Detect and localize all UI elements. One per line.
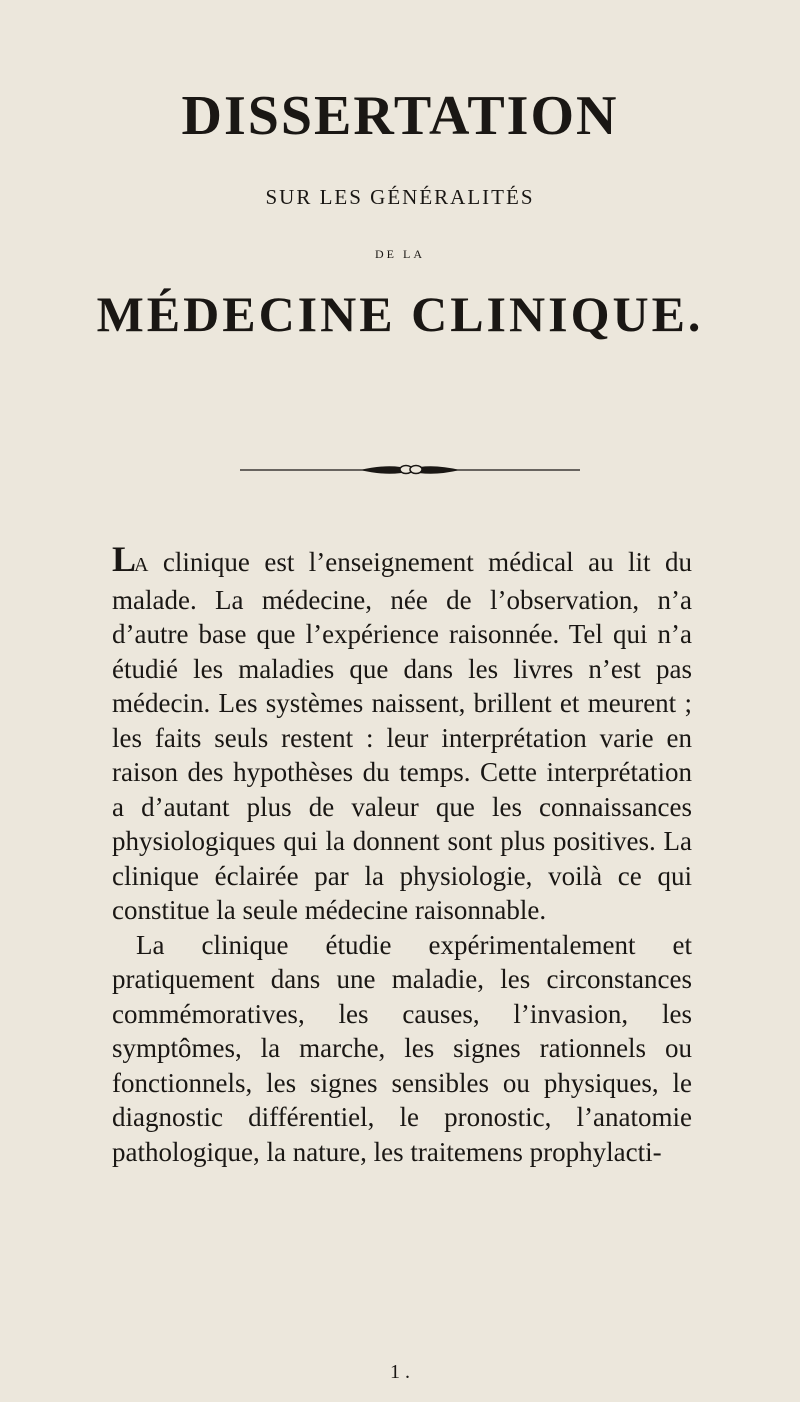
smallcap-letter: A — [134, 554, 149, 576]
subtitle-generalites: SUR LES GÉNÉRALITÉS — [265, 185, 535, 209]
body-text — [112, 539, 692, 1169]
dropcap-letter: L — [112, 539, 135, 579]
paragraph-1-text: clinique est l’enseignement médical au lit du malade. La médecine, née de l’observation, n’a d’autre base que l’expérience raisonnée. Tel qui n’a étudié les maladies que dans les livres n’est pas médecin. Les systèmes naissent, brillent et meurent ; les faits seuls restent : leur interprétation varie en raison des hypothèses du temps. Cette interprétation a d’autant plus de valeur que les connaissances physiologiques qui la donnent sont plus positives. La clinique éclairée par la physiologie, voilà ce qui constitue la seule médecine raisonnable. — [112, 547, 692, 925]
title-dissertation: DISSERTATION — [181, 85, 619, 147]
page-signature: 1 . — [390, 1361, 410, 1383]
title-medecine-clinique: MÉDECINE CLINIQUE. — [96, 286, 704, 342]
paragraph-1 — [112, 539, 692, 928]
title-connector: DE LA — [375, 247, 425, 261]
decorative-rule-ornament-icon — [240, 450, 580, 490]
paragraph-2: La clinique étudie expérimentalement et pratiquement dans une maladie, les circonstances commémoratives, les causes, l’invasion, les symptômes, la marche, les signes rationnels ou fonctionnels, les signes sensibles ou physiques, le diagnostic différentiel, le pronostic, l’anatomie pathologique, la nature, les traitemens prophylacti- — [112, 929, 692, 1167]
